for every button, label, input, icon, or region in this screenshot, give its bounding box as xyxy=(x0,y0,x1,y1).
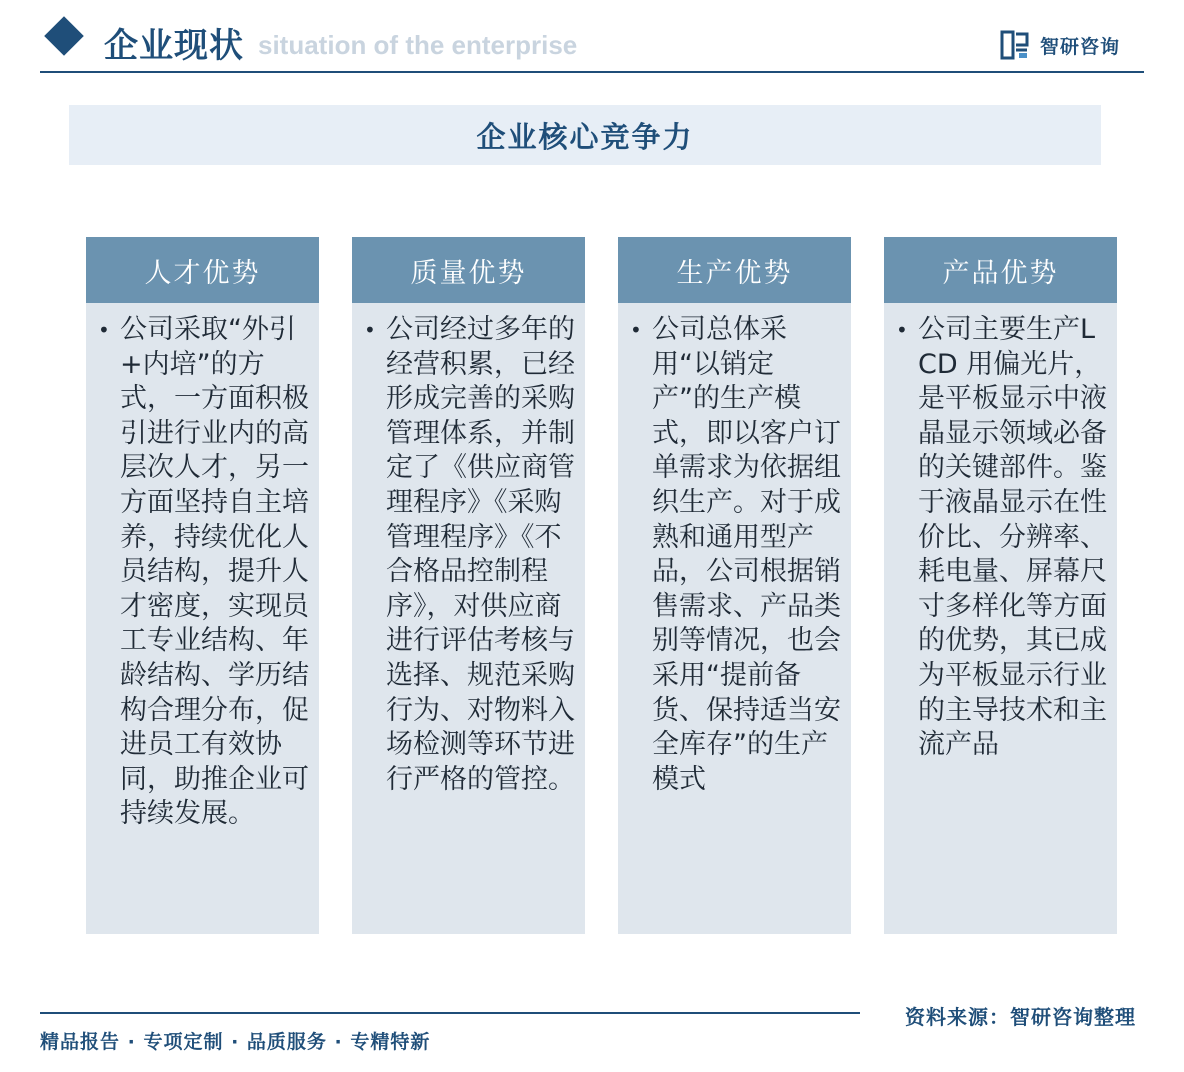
card-title: 质量优势 xyxy=(410,257,527,289)
footer-divider xyxy=(40,1012,860,1014)
brand-logo-icon xyxy=(1000,30,1030,60)
section-banner xyxy=(69,105,1101,165)
card-header xyxy=(618,237,851,303)
advantage-card-quality xyxy=(352,237,585,934)
card-text: 公司经过多年的经营积累，已经形成完善的采购管理体系，并制定了《供应商管理程序》《采购管理程序》《不合格品控制程序》，对供应商进行评估考核与选择、规范采购行为、对物料入场检测等环节进行严格的管控。 xyxy=(386,314,575,795)
brand-logo xyxy=(1000,30,1120,60)
card-header xyxy=(884,237,1117,303)
card-title: 产品优势 xyxy=(942,257,1059,289)
advantage-card-talent xyxy=(86,237,319,934)
advantage-card-production xyxy=(618,237,851,934)
page-title: 企业现状 xyxy=(104,26,244,66)
card-header xyxy=(86,237,319,303)
footer-slogan: 精品报告 · 专项定制 · 品质服务 · 专精特新 xyxy=(40,1031,431,1053)
card-title: 生产优势 xyxy=(676,257,793,289)
header-divider xyxy=(40,71,1144,73)
header-diamond-icon xyxy=(44,16,84,56)
section-title: 企业核心竞争力 xyxy=(476,119,694,154)
advantage-card-product xyxy=(884,237,1117,934)
bullet-icon: • xyxy=(896,318,908,342)
card-text: 公司总体采用“以销定产”的生产模式，即以客户订单需求为依据组织生产。对于成熟和通用型产品，公司根据销售需求、产品类别等情况，也会采用“提前备货、保持适当安全库存”的生产模式 xyxy=(652,314,841,795)
bullet-icon: • xyxy=(630,318,642,342)
card-header xyxy=(352,237,585,303)
card-body xyxy=(86,303,319,832)
bullet-icon: • xyxy=(364,318,376,342)
page-subtitle: situation of the enterprise xyxy=(258,30,578,60)
card-title: 人才优势 xyxy=(144,257,261,289)
brand-logo-text: 智研咨询 xyxy=(1040,35,1121,58)
card-body xyxy=(618,303,851,797)
card-text: 公司采取“外引+内培”的方式，一方面积极引进行业内的高层次人才，另一方面坚持自主培养，持续优化人员结构，提升人才密度，实现员工专业结构、年龄结构、学历结构合理分布，促进员工有效协同，助推企业可持续发展。 xyxy=(120,314,309,830)
card-body xyxy=(352,303,585,797)
data-source: 资料来源：智研咨询整理 xyxy=(905,1005,1136,1029)
card-body xyxy=(884,303,1117,763)
card-text: 公司主要生产LCD 用偏光片，是平板显示中液晶显示领域必备的关键部件。鉴于液晶显示在性价比、分辨率、耗电量、屏幕尺寸多样化等方面的优势，其已成为平板显示行业的主导技术和主流产品 xyxy=(918,314,1107,761)
bullet-icon: • xyxy=(98,318,110,342)
